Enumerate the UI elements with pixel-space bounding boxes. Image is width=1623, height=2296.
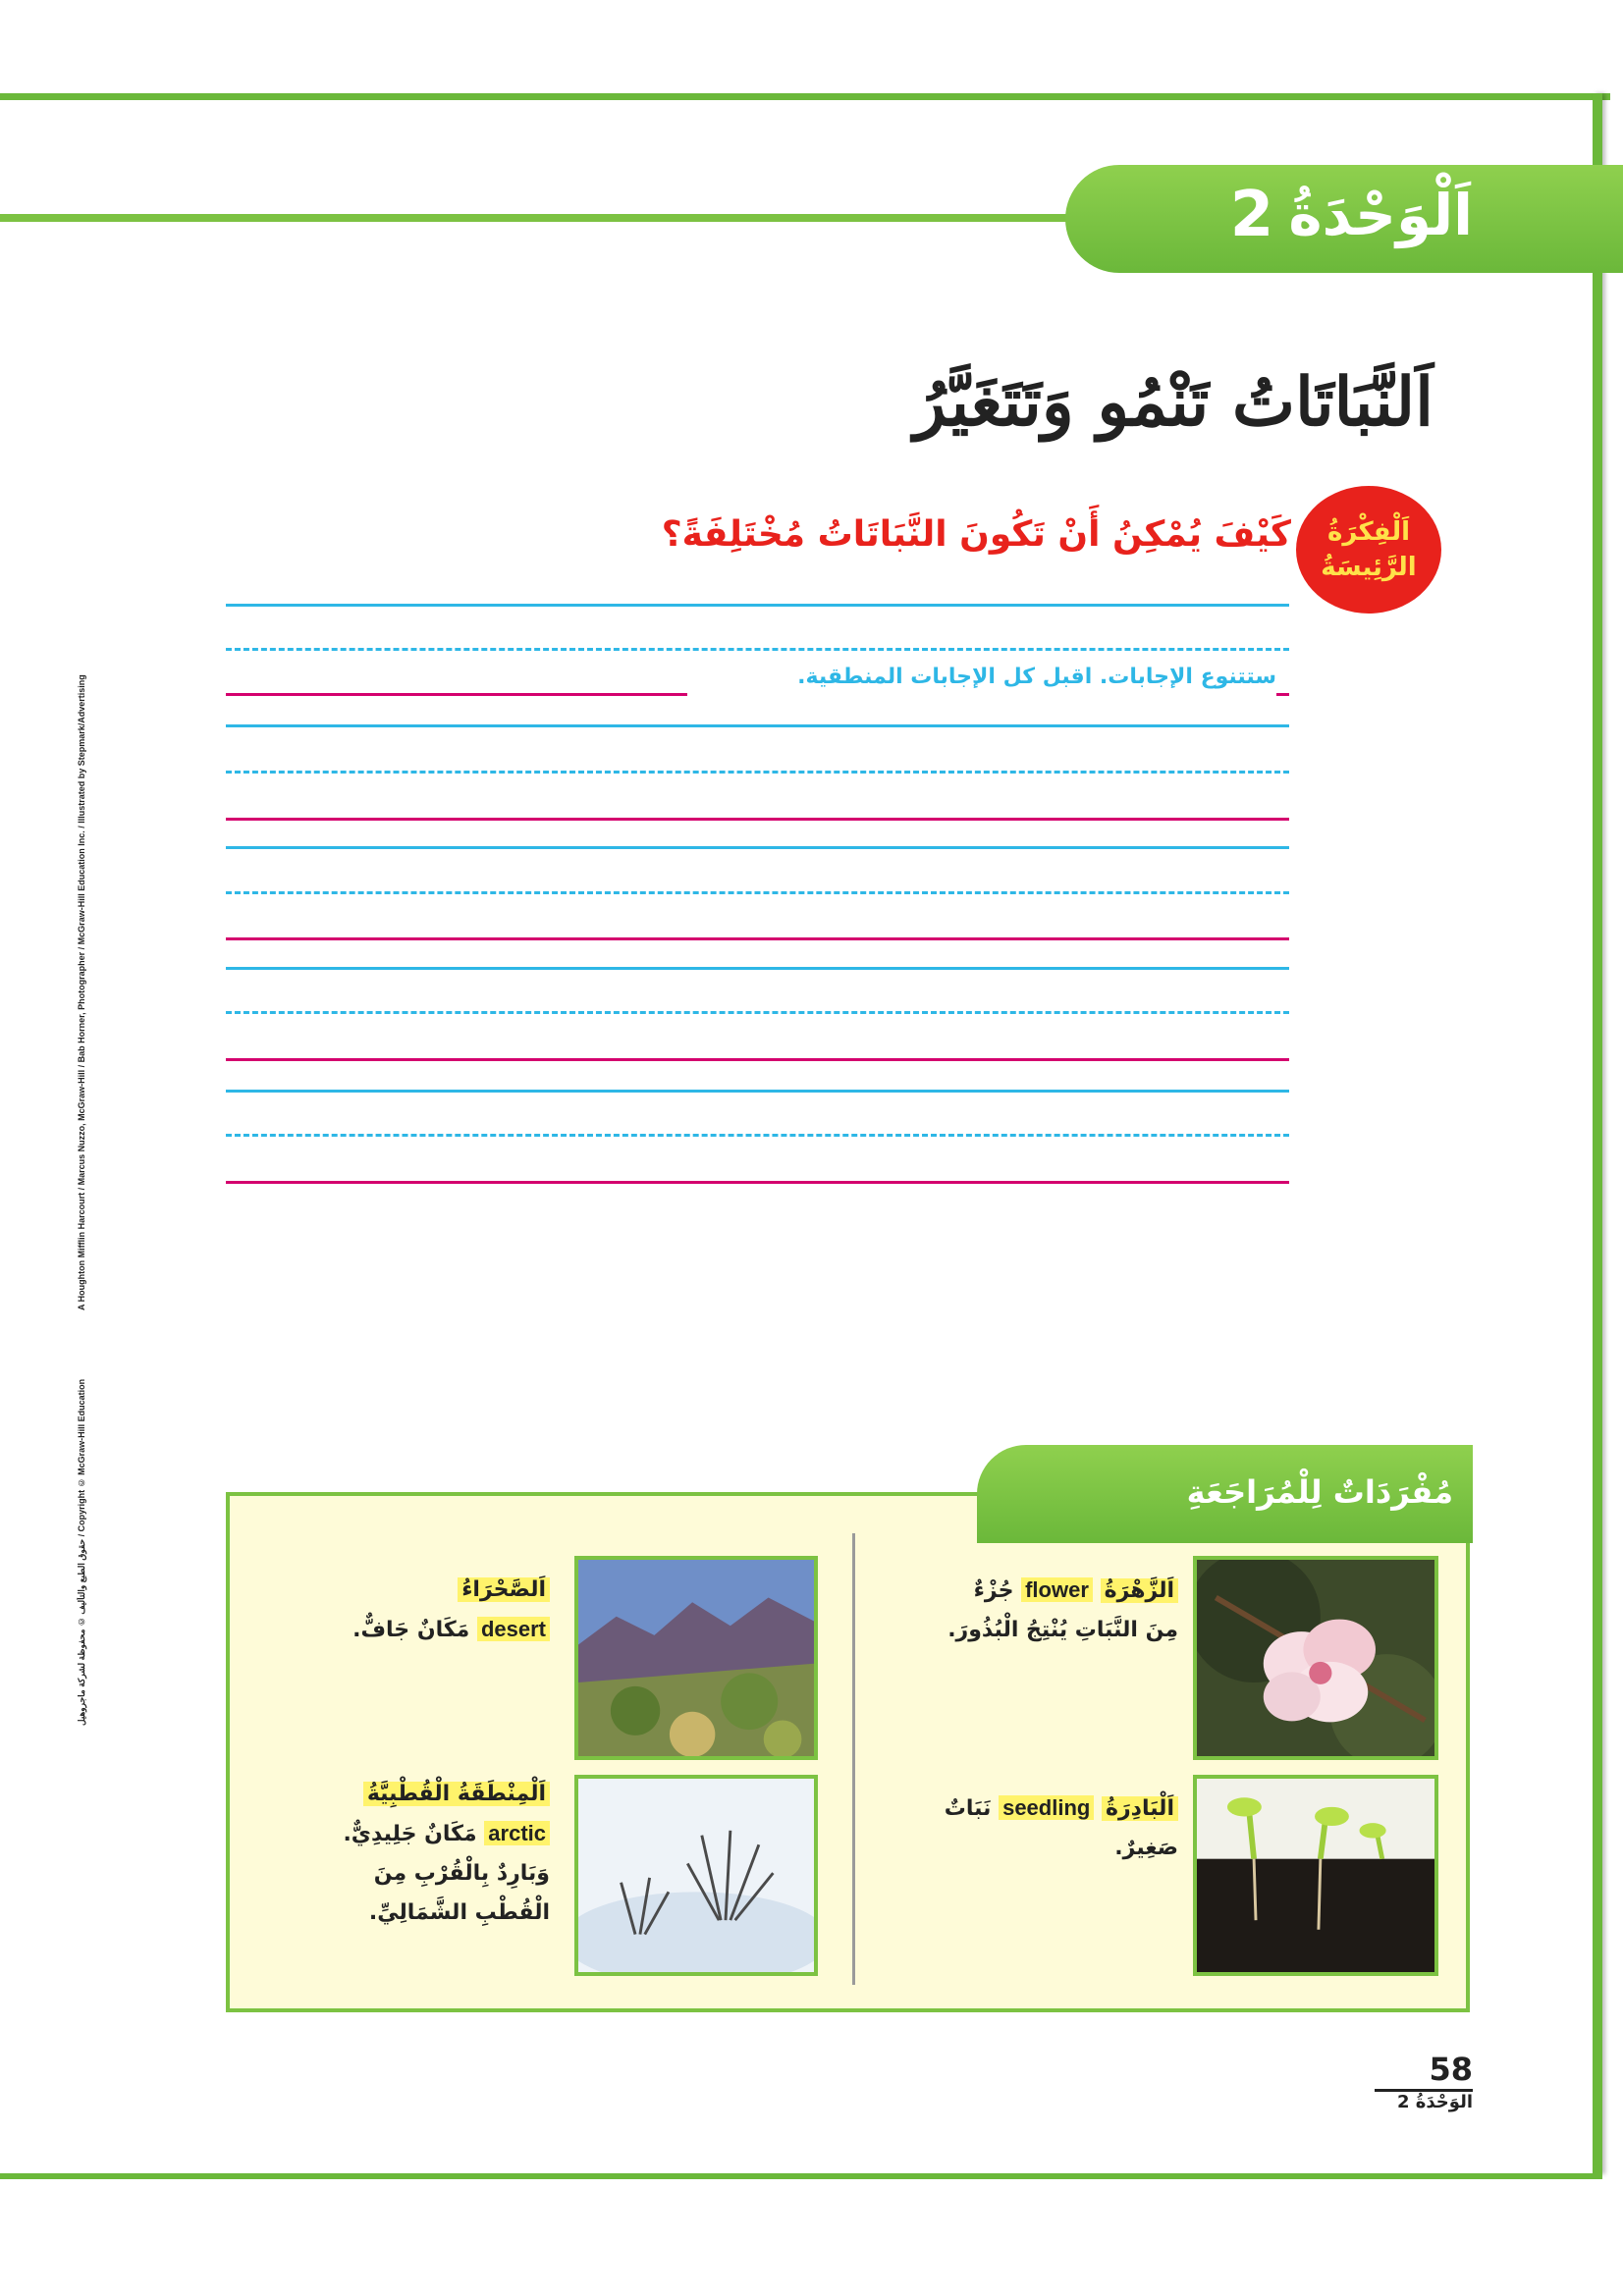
- vocab-arctic-definition-3: الْقُطْبِ الشَّمَالِيِّ.: [368, 1900, 550, 1925]
- vocab-desert-term: اَلصَّحْرَاءُ: [458, 1577, 550, 1602]
- vocab-divider: [852, 1533, 855, 1985]
- vocab-seedling: [864, 1789, 1178, 1877]
- desert-photo: [574, 1556, 818, 1760]
- vocab-flower-definition-2: مِنَ النَّبَاتِ يُنْتِجُ الْبُذُورَ.: [947, 1618, 1178, 1642]
- vocab-seedling-definition-2: صَغِيرٌ.: [1114, 1836, 1178, 1860]
- vocab-arctic-definition-2: وَبَارِدٌ بِالْقُرْبِ مِنَ: [373, 1861, 550, 1886]
- side-credit-text: A Houghton Mifflin Harcourt / Marcus Nuzzo, McGraw-Hill / Bab Horner, Photographer / McGraw-Hill Education Inc. / Illustrated by Stepmark/Advertising: [77, 674, 86, 1310]
- vocab-arctic-definition: مَكَانٌ جَلِيدِيٌّ.: [343, 1822, 477, 1846]
- vocab-flower-term: اَلزَّهْرَةُ: [1101, 1578, 1178, 1603]
- vocab-desert-definition: مَكَانٌ جَافٌّ.: [352, 1618, 470, 1642]
- side-copyright-text: Copyright © McGraw-Hill Education / حقوق الطبع والتأليف © محفوظة لشركة ماجروهيل: [77, 1379, 86, 1727]
- vocab-arctic-english: arctic: [484, 1821, 550, 1845]
- big-idea-line-2: الرَّئِيسَةُ: [1321, 553, 1417, 582]
- answer-prompt: ستتنوع الإجابات. اقبل كل الإجابات المنطقية.: [687, 658, 1276, 697]
- vocab-flower-definition: جُزْءٌ: [973, 1578, 1014, 1603]
- big-idea-badge: [1296, 486, 1441, 614]
- vocab-seedling-term: اَلْبَادِرَةُ: [1102, 1796, 1178, 1821]
- guide-line: [226, 967, 1289, 970]
- vocab-flower: [884, 1571, 1178, 1659]
- guide-line: [226, 846, 1289, 849]
- page-number: 58: [1375, 2050, 1473, 2092]
- guide-line: [226, 1090, 1289, 1093]
- bottom-border: [0, 2173, 1602, 2179]
- vocab-seedling-definition: نَبَاتٌ: [944, 1796, 992, 1821]
- vocab-arctic-term: اَلْمِنْطَقَةُ الْقُطْبِيَّةُ: [363, 1782, 550, 1806]
- vocab-desert: [255, 1571, 550, 1659]
- flower-photo: [1193, 1556, 1438, 1760]
- chapter-title: اَلنَّبَاتَاتُ تَنْمُو وَتَتَغَيَّرُ: [913, 363, 1434, 442]
- base-line: [226, 1181, 1289, 1184]
- guide-line: [226, 891, 1289, 894]
- guide-line: [226, 648, 1289, 651]
- guide-line: [226, 724, 1289, 727]
- top-border: [0, 93, 1610, 100]
- base-line: [226, 1058, 1289, 1061]
- vocab-flower-english: flower: [1021, 1577, 1093, 1602]
- vocab-desert-english: desert: [477, 1617, 550, 1641]
- seedling-photo: [1193, 1775, 1438, 1976]
- essential-question: كَيْفَ يُمْكِنُ أَنْ تَكُونَ النَّبَاتَاتُ مُخْتَلِفَةً؟: [661, 514, 1291, 555]
- guide-line: [226, 771, 1289, 774]
- guide-line: [226, 604, 1289, 607]
- arctic-photo: [574, 1775, 818, 1976]
- unit-title: اَلْوَحْدَةُ: [1288, 182, 1473, 248]
- vocab-arctic: [245, 1775, 550, 1951]
- base-line: [226, 818, 1289, 821]
- base-line: [226, 937, 1289, 940]
- guide-line: [226, 1134, 1289, 1137]
- guide-line: [226, 1011, 1289, 1014]
- vocab-seedling-english: seedling: [999, 1795, 1094, 1820]
- vocab-title: مُفْرَدَاتٌ لِلْمُرَاجَعَةِ: [1186, 1473, 1453, 1511]
- unit-number: 2: [1229, 179, 1274, 251]
- header-bar: [0, 214, 1070, 222]
- big-idea-line-1: اَلْفِكْرَةُ: [1326, 517, 1411, 547]
- right-border: [1593, 93, 1602, 2174]
- page-unit-label: الوَحْدَةُ 2: [1396, 2092, 1473, 2112]
